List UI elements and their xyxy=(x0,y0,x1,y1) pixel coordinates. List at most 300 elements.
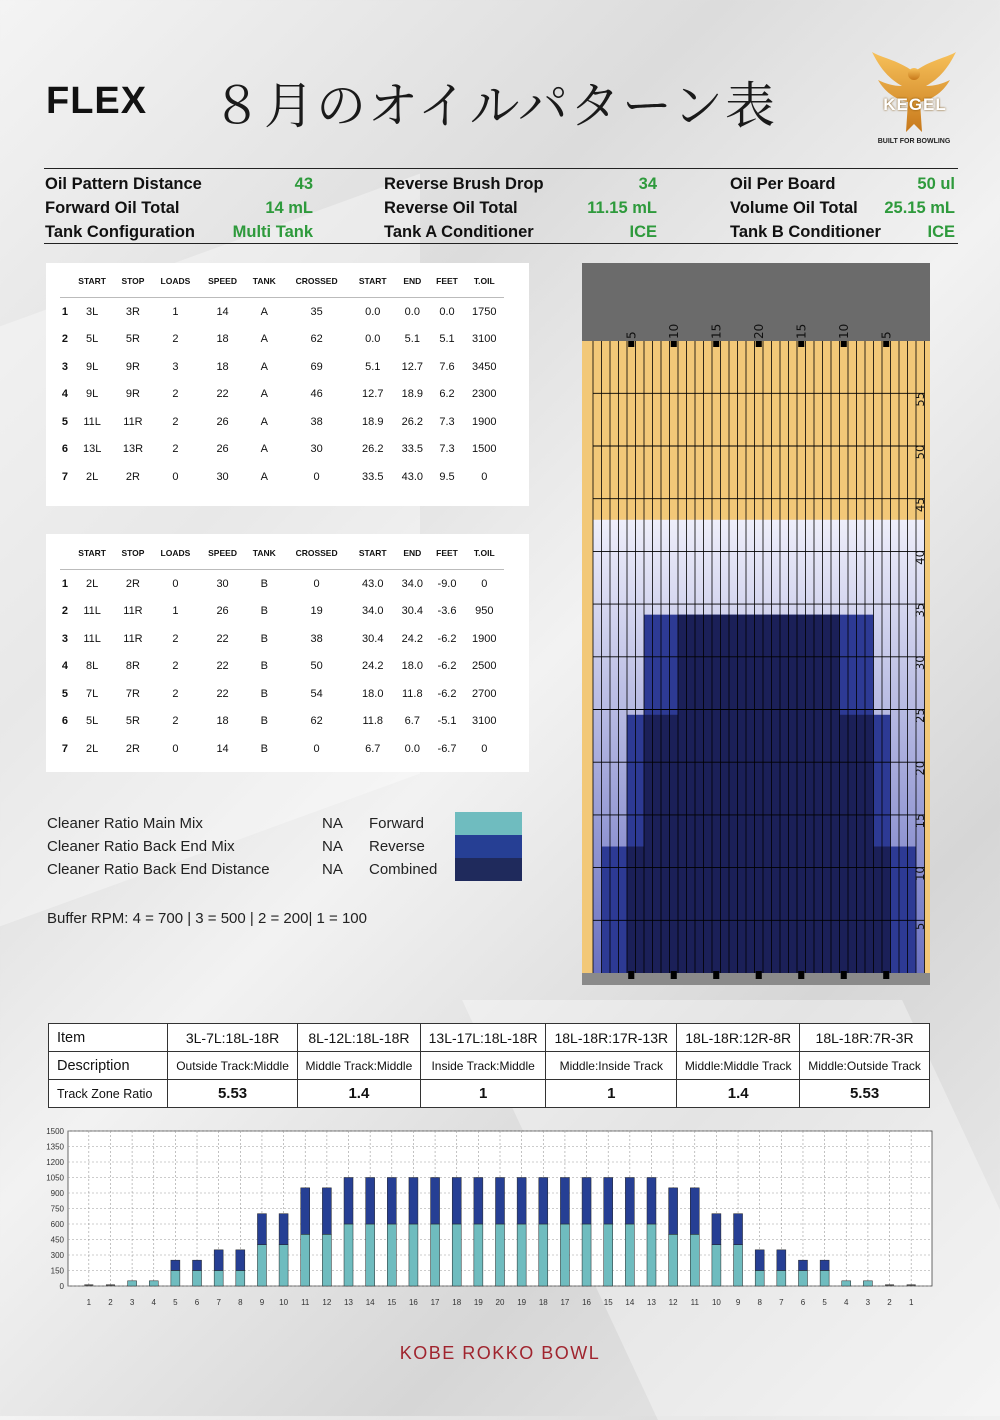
table-cell: 22 xyxy=(216,660,229,673)
table-cell: 22 xyxy=(216,632,229,645)
table-cell: 18 xyxy=(216,360,229,373)
bar-reverse xyxy=(560,1178,569,1225)
table-cell: -5.1 xyxy=(437,715,457,728)
table-row xyxy=(60,680,504,708)
track-zone-row-label: Track Zone Ratio xyxy=(49,1080,168,1108)
summary-label: Tank A Conditioner xyxy=(384,223,534,241)
cleaner-row xyxy=(47,815,425,832)
board-tick-label: 5 xyxy=(624,331,639,339)
table-cell: 5R xyxy=(125,333,140,346)
bar-reverse xyxy=(431,1178,440,1225)
oil-column-core xyxy=(704,615,713,973)
column-header: FEET xyxy=(430,537,465,570)
table-row xyxy=(60,408,504,436)
table-cell: 50 xyxy=(310,660,323,673)
distance-tick-label: 25 xyxy=(913,708,927,723)
oil-volume-bar-chart xyxy=(30,1125,935,1320)
summary-label: Volume Oil Total xyxy=(730,199,858,217)
x-tick-label: 20 xyxy=(495,1298,505,1307)
x-tick-label: 14 xyxy=(365,1298,375,1307)
table-row xyxy=(60,436,504,464)
forward-swatch xyxy=(455,812,522,835)
reverse-swatch xyxy=(455,835,522,858)
summary-label: Tank Configuration xyxy=(45,223,196,241)
table-cell: 11R xyxy=(123,415,143,428)
summary-label: Oil Per Board xyxy=(730,175,836,193)
table-cell: 26 xyxy=(216,443,229,456)
table-cell: 3R xyxy=(125,305,140,318)
bar-reverse xyxy=(214,1250,223,1271)
column-header: TANK xyxy=(246,537,283,570)
summary-value: 11.15 mL xyxy=(587,199,657,217)
track-zone-row xyxy=(49,1080,930,1108)
table-row xyxy=(60,298,504,326)
column-header: START xyxy=(70,537,115,570)
table-cell: 2 xyxy=(172,333,179,346)
oil-column-core xyxy=(644,715,653,973)
oil-column-core xyxy=(772,615,781,973)
column-header: CROSSED xyxy=(283,537,351,570)
column-header: SPEED xyxy=(199,265,245,298)
column-header: END xyxy=(395,537,429,570)
x-tick-label: 8 xyxy=(238,1298,243,1307)
bar-forward xyxy=(560,1224,569,1286)
table-cell: -3.6 xyxy=(437,605,457,618)
oil-column-core xyxy=(661,715,670,973)
oil-column-core xyxy=(670,715,679,973)
bar-forward xyxy=(777,1271,786,1287)
bar-forward xyxy=(387,1224,396,1286)
table-cell: 8L xyxy=(86,660,99,673)
table-cell: 26.2 xyxy=(362,443,384,456)
board-tick-label: 10 xyxy=(666,323,681,339)
column-header: LOADS xyxy=(151,265,199,298)
bar-forward xyxy=(842,1281,851,1286)
footer-venue: KOBE ROKKO BOWL xyxy=(399,1343,601,1363)
table-cell: 34.0 xyxy=(401,577,423,590)
dot-marker xyxy=(883,973,889,979)
bar-reverse xyxy=(452,1178,461,1225)
table-cell: 9L xyxy=(86,360,99,373)
table-cell: 11.8 xyxy=(401,687,423,700)
table-cell: 1900 xyxy=(472,415,497,428)
bar-reverse xyxy=(734,1214,743,1245)
summary-value: Multi Tank xyxy=(232,223,313,241)
column-header: START xyxy=(350,265,395,298)
y-tick-label: 300 xyxy=(50,1251,64,1260)
oil-column-core xyxy=(797,615,806,973)
bar-forward xyxy=(496,1224,505,1286)
y-tick-label: 150 xyxy=(50,1266,64,1276)
legend-reverse: Reverse xyxy=(369,838,425,855)
column-header: LOADS xyxy=(151,537,199,570)
oil-column-core xyxy=(687,615,696,973)
bar-forward xyxy=(366,1224,375,1286)
x-tick-label: 9 xyxy=(735,1298,741,1307)
table-cell: 7.6 xyxy=(439,360,455,373)
oil-column-core xyxy=(814,615,823,973)
flex-logo: FLEX xyxy=(46,80,148,122)
bar-forward xyxy=(171,1271,180,1287)
oil-column-core xyxy=(695,615,704,973)
summary-label: Reverse Brush Drop xyxy=(384,175,544,193)
x-tick-label: 15 xyxy=(387,1298,397,1307)
summary-value: 50 ul xyxy=(917,175,955,193)
board-tick-label: 15 xyxy=(794,323,809,339)
legend-combined: Combined xyxy=(369,861,438,878)
table-cell: B xyxy=(260,742,268,755)
table-cell: 18 xyxy=(216,333,229,346)
y-tick-label: 450 xyxy=(50,1235,64,1245)
x-tick-label: 5 xyxy=(173,1298,178,1307)
table-cell: 1750 xyxy=(472,305,497,318)
bar-forward xyxy=(452,1224,461,1286)
table-cell: 5 xyxy=(61,687,68,700)
track-zone-row-label: Description xyxy=(49,1052,168,1080)
bar-forward xyxy=(257,1245,266,1286)
table-cell: 43.0 xyxy=(362,577,384,590)
table-cell: 5L xyxy=(86,333,99,346)
summary-label: Tank B Conditioner xyxy=(730,223,881,241)
dot-marker xyxy=(756,973,762,979)
table-cell: 7 xyxy=(61,470,68,483)
page-title: ８月のオイルパターン表 xyxy=(212,77,777,135)
table-cell: 13L xyxy=(82,443,102,456)
table-cell: 1 xyxy=(61,577,68,590)
table-cell: -6.7 xyxy=(437,742,457,755)
table-cell: 3 xyxy=(61,360,68,373)
bar-reverse xyxy=(301,1188,310,1235)
table-cell: 2L xyxy=(86,742,99,755)
table-cell: 34.0 xyxy=(362,605,384,618)
distance-tick-label: 35 xyxy=(913,602,927,618)
column-header: STOP xyxy=(114,265,151,298)
bar-forward xyxy=(669,1234,678,1286)
bar-forward xyxy=(344,1224,353,1286)
bar-reverse xyxy=(604,1178,613,1225)
table-cell: 4 xyxy=(61,660,68,673)
table-cell: 6.2 xyxy=(439,388,455,401)
summary-label: Oil Pattern Distance xyxy=(45,175,202,193)
table-cell: 7R xyxy=(125,687,140,700)
distance-tick-label: 10 xyxy=(913,866,927,881)
table-cell: A xyxy=(260,333,268,346)
table-cell: 0.0 xyxy=(439,305,455,318)
table-row xyxy=(60,653,504,681)
arrow-marker xyxy=(756,341,762,347)
x-tick-label: 3 xyxy=(129,1298,135,1307)
table-cell: B xyxy=(260,715,268,728)
table-cell: 2500 xyxy=(472,660,497,673)
table-cell: 2R xyxy=(125,470,140,483)
column-header: T.OIL xyxy=(465,265,504,298)
y-tick-label: 1350 xyxy=(46,1142,64,1152)
column-header xyxy=(60,537,70,570)
table-cell: 11L xyxy=(83,605,101,618)
table-cell: 2 xyxy=(172,415,179,428)
table-cell: 2R xyxy=(125,742,140,755)
bar-reverse xyxy=(409,1178,418,1225)
table-cell: 7.3 xyxy=(439,415,455,428)
table-row xyxy=(60,708,504,736)
y-tick-label: 1500 xyxy=(46,1127,64,1136)
bar-forward xyxy=(279,1245,288,1286)
distance-tick-label: 50 xyxy=(913,444,927,460)
table-cell: 2 xyxy=(61,605,68,618)
oil-column-core xyxy=(627,847,636,973)
bar-reverse xyxy=(366,1178,375,1225)
dot-marker xyxy=(713,973,719,979)
bar-reverse xyxy=(279,1214,288,1245)
table-cell: 5 xyxy=(61,415,68,428)
table-cell: 3100 xyxy=(472,715,497,728)
oil-column-core xyxy=(721,615,730,973)
table-cell: A xyxy=(260,415,268,428)
track-zone-cell: 18L-18R:7R-3R xyxy=(800,1024,930,1052)
table-cell: 11L xyxy=(83,415,101,428)
table-cell: 7 xyxy=(61,742,68,755)
kegel-tagline: BUILT FOR BOWLING xyxy=(877,138,951,145)
bar-reverse xyxy=(820,1260,829,1270)
table-cell: 2 xyxy=(172,388,179,401)
bar-forward xyxy=(193,1271,202,1287)
table-cell: B xyxy=(260,660,268,673)
table-cell: 3L xyxy=(86,305,99,318)
table-cell: 26 xyxy=(216,415,229,428)
x-tick-label: 3 xyxy=(865,1298,871,1307)
table-cell: 9R xyxy=(125,360,140,373)
table-cell: 24.2 xyxy=(362,660,384,673)
bar-reverse xyxy=(171,1260,180,1270)
column-header: T.OIL xyxy=(465,537,504,570)
lane-oil-graphic xyxy=(582,263,930,985)
table-cell: 2 xyxy=(172,632,179,645)
x-tick-label: 10 xyxy=(711,1298,721,1307)
column-header: FEET xyxy=(430,265,465,298)
bar-reverse xyxy=(496,1178,505,1225)
oil-column-core xyxy=(755,615,764,973)
x-tick-label: 14 xyxy=(625,1298,635,1307)
oil-column-core xyxy=(831,615,840,973)
track-zone-table xyxy=(48,1023,930,1108)
column-header: TANK xyxy=(246,265,283,298)
x-tick-label: 12 xyxy=(668,1298,678,1307)
bar-forward xyxy=(604,1224,613,1286)
summary-label: Reverse Oil Total xyxy=(384,199,518,217)
x-tick-label: 7 xyxy=(779,1298,784,1307)
table-cell: 2R xyxy=(125,577,140,590)
x-tick-label: 11 xyxy=(301,1298,310,1307)
bar-forward xyxy=(214,1271,223,1287)
x-tick-label: 19 xyxy=(517,1298,527,1307)
cleaner-label: Cleaner Ratio Back End Mix xyxy=(47,838,235,855)
table-cell: 0 xyxy=(172,742,179,755)
table-cell: 12.7 xyxy=(401,360,423,373)
oil-column-core xyxy=(865,715,874,973)
oil-column-core xyxy=(636,847,645,973)
x-tick-label: 2 xyxy=(108,1298,113,1307)
bar-forward xyxy=(322,1234,331,1286)
table-cell: 5.1 xyxy=(404,333,420,346)
distance-tick-label: 45 xyxy=(913,497,927,513)
table-cell: 18.0 xyxy=(401,660,423,673)
forward-loads-table xyxy=(60,265,504,491)
x-tick-label: 8 xyxy=(757,1298,762,1307)
dot-marker xyxy=(628,973,634,979)
table-cell: 6.7 xyxy=(365,742,381,755)
track-zone-cell: 1.4 xyxy=(297,1080,420,1108)
dot-marker xyxy=(798,973,804,979)
table-cell: 18.9 xyxy=(362,415,384,428)
table-row xyxy=(60,598,504,626)
table-cell: A xyxy=(260,470,268,483)
oil-column-core xyxy=(712,615,721,973)
table-cell: 54 xyxy=(310,687,323,700)
bar-forward xyxy=(647,1224,656,1286)
table-cell: A xyxy=(260,443,268,456)
track-zone-cell: 5.53 xyxy=(800,1080,930,1108)
bar-reverse xyxy=(257,1214,266,1245)
table-cell: 1500 xyxy=(472,443,497,456)
oil-column xyxy=(619,847,628,973)
oil-column-core xyxy=(746,615,755,973)
table-cell: 18.9 xyxy=(401,388,423,401)
track-zone-cell: 18L-18R:12R-8R xyxy=(677,1024,800,1052)
bar-reverse xyxy=(777,1250,786,1271)
table-cell: 13R xyxy=(122,443,144,456)
table-cell: 1 xyxy=(172,605,179,618)
distance-tick-label: 55 xyxy=(913,391,927,407)
table-cell: A xyxy=(260,305,268,318)
table-cell: 18 xyxy=(216,715,229,728)
arrow-marker xyxy=(671,341,677,347)
table-cell: 35 xyxy=(310,305,323,318)
table-cell: 2 xyxy=(61,333,68,346)
summary-value: 34 xyxy=(638,175,657,193)
bar-forward xyxy=(539,1224,548,1286)
oil-column-core xyxy=(823,615,832,973)
dot-marker xyxy=(841,973,847,979)
oil-column-core xyxy=(882,847,891,973)
table-cell: 5L xyxy=(86,715,99,728)
distance-tick-label: 40 xyxy=(913,550,927,565)
bar-reverse xyxy=(712,1214,721,1245)
bar-reverse xyxy=(669,1188,678,1235)
table-cell: 38 xyxy=(310,632,323,645)
table-cell: 30 xyxy=(216,577,229,590)
table-cell: 0 xyxy=(481,577,488,590)
buffer-rpm: Buffer RPM: 4 = 700 | 3 = 500 | 2 = 200| 1 = 100 xyxy=(47,910,367,927)
table-cell: 2 xyxy=(172,443,179,456)
bar-reverse xyxy=(798,1260,807,1270)
column-header: CROSSED xyxy=(283,265,351,298)
table-cell: 33.5 xyxy=(362,470,384,483)
arrow-marker xyxy=(628,341,634,347)
bar-forward xyxy=(431,1224,440,1286)
y-tick-label: 0 xyxy=(59,1282,64,1291)
x-tick-label: 2 xyxy=(887,1298,892,1307)
column-header xyxy=(60,265,70,298)
table-cell: 0 xyxy=(313,742,320,755)
summary-value: ICE xyxy=(629,223,657,241)
y-tick-label: 1200 xyxy=(46,1158,64,1167)
oil-column-core xyxy=(678,615,687,973)
x-tick-label: 16 xyxy=(408,1298,418,1307)
table-cell: 18.0 xyxy=(362,687,384,700)
table-cell: 0 xyxy=(172,470,179,483)
bar-forward xyxy=(734,1245,743,1286)
bar-forward xyxy=(128,1281,137,1286)
table-cell: -6.2 xyxy=(437,632,457,645)
track-zone-cell: Middle:Outside Track xyxy=(800,1052,930,1080)
table-cell: 6 xyxy=(61,443,68,456)
table-cell: A xyxy=(260,388,268,401)
table-cell: 0.0 xyxy=(404,305,420,318)
oil-column-core xyxy=(653,715,662,973)
kegel-wordmark: KEGEL xyxy=(883,95,947,114)
x-tick-label: 18 xyxy=(538,1298,548,1307)
x-tick-label: 11 xyxy=(690,1298,699,1307)
table-cell: 0.0 xyxy=(365,305,381,318)
table-cell: 1 xyxy=(172,305,179,318)
table-row xyxy=(60,463,504,491)
table-cell: 1900 xyxy=(472,632,497,645)
pattern-summary xyxy=(44,168,958,244)
reverse-loads-panel xyxy=(46,534,529,772)
summary-value: 25.15 mL xyxy=(884,199,955,217)
cleaner-row xyxy=(47,838,425,855)
bar-reverse xyxy=(474,1178,483,1225)
table-cell: 7L xyxy=(86,687,99,700)
board-tick-label: 5 xyxy=(879,331,894,339)
bar-reverse xyxy=(387,1178,396,1225)
bar-reverse xyxy=(539,1178,548,1225)
table-row xyxy=(60,381,504,409)
table-cell: A xyxy=(260,360,268,373)
dot-marker xyxy=(671,973,677,979)
cleaner-label: Cleaner Ratio Main Mix xyxy=(47,815,203,832)
oil-column xyxy=(891,847,900,973)
track-zone-cell: 5.53 xyxy=(168,1080,298,1108)
bar-reverse xyxy=(625,1178,634,1225)
track-zone-cell: 1.4 xyxy=(677,1080,800,1108)
bar-reverse xyxy=(344,1178,353,1225)
bar-forward xyxy=(236,1271,245,1287)
oil-column xyxy=(908,847,917,973)
bar-forward xyxy=(409,1224,418,1286)
combined-swatch xyxy=(455,858,522,881)
table-cell: 2 xyxy=(172,715,179,728)
table-cell: B xyxy=(260,632,268,645)
table-cell: -9.0 xyxy=(437,577,457,590)
table-cell: 8R xyxy=(125,660,140,673)
x-tick-label: 6 xyxy=(194,1298,200,1307)
table-cell: 3 xyxy=(61,632,68,645)
table-cell: 950 xyxy=(475,605,494,618)
x-tick-label: 6 xyxy=(800,1298,806,1307)
track-zone-cell: 1 xyxy=(546,1080,677,1108)
table-cell: 1 xyxy=(61,305,68,318)
table-cell: 30.4 xyxy=(401,605,423,618)
table-cell: 0 xyxy=(313,470,320,483)
track-zone-cell: 13L-17L:18L-18R xyxy=(420,1024,546,1052)
table-cell: 14 xyxy=(216,305,229,318)
board-tick-label: 20 xyxy=(751,323,766,339)
table-cell: 2 xyxy=(172,687,179,700)
column-header: SPEED xyxy=(199,537,245,570)
table-cell: -6.2 xyxy=(437,687,457,700)
table-cell: 7.3 xyxy=(439,443,455,456)
